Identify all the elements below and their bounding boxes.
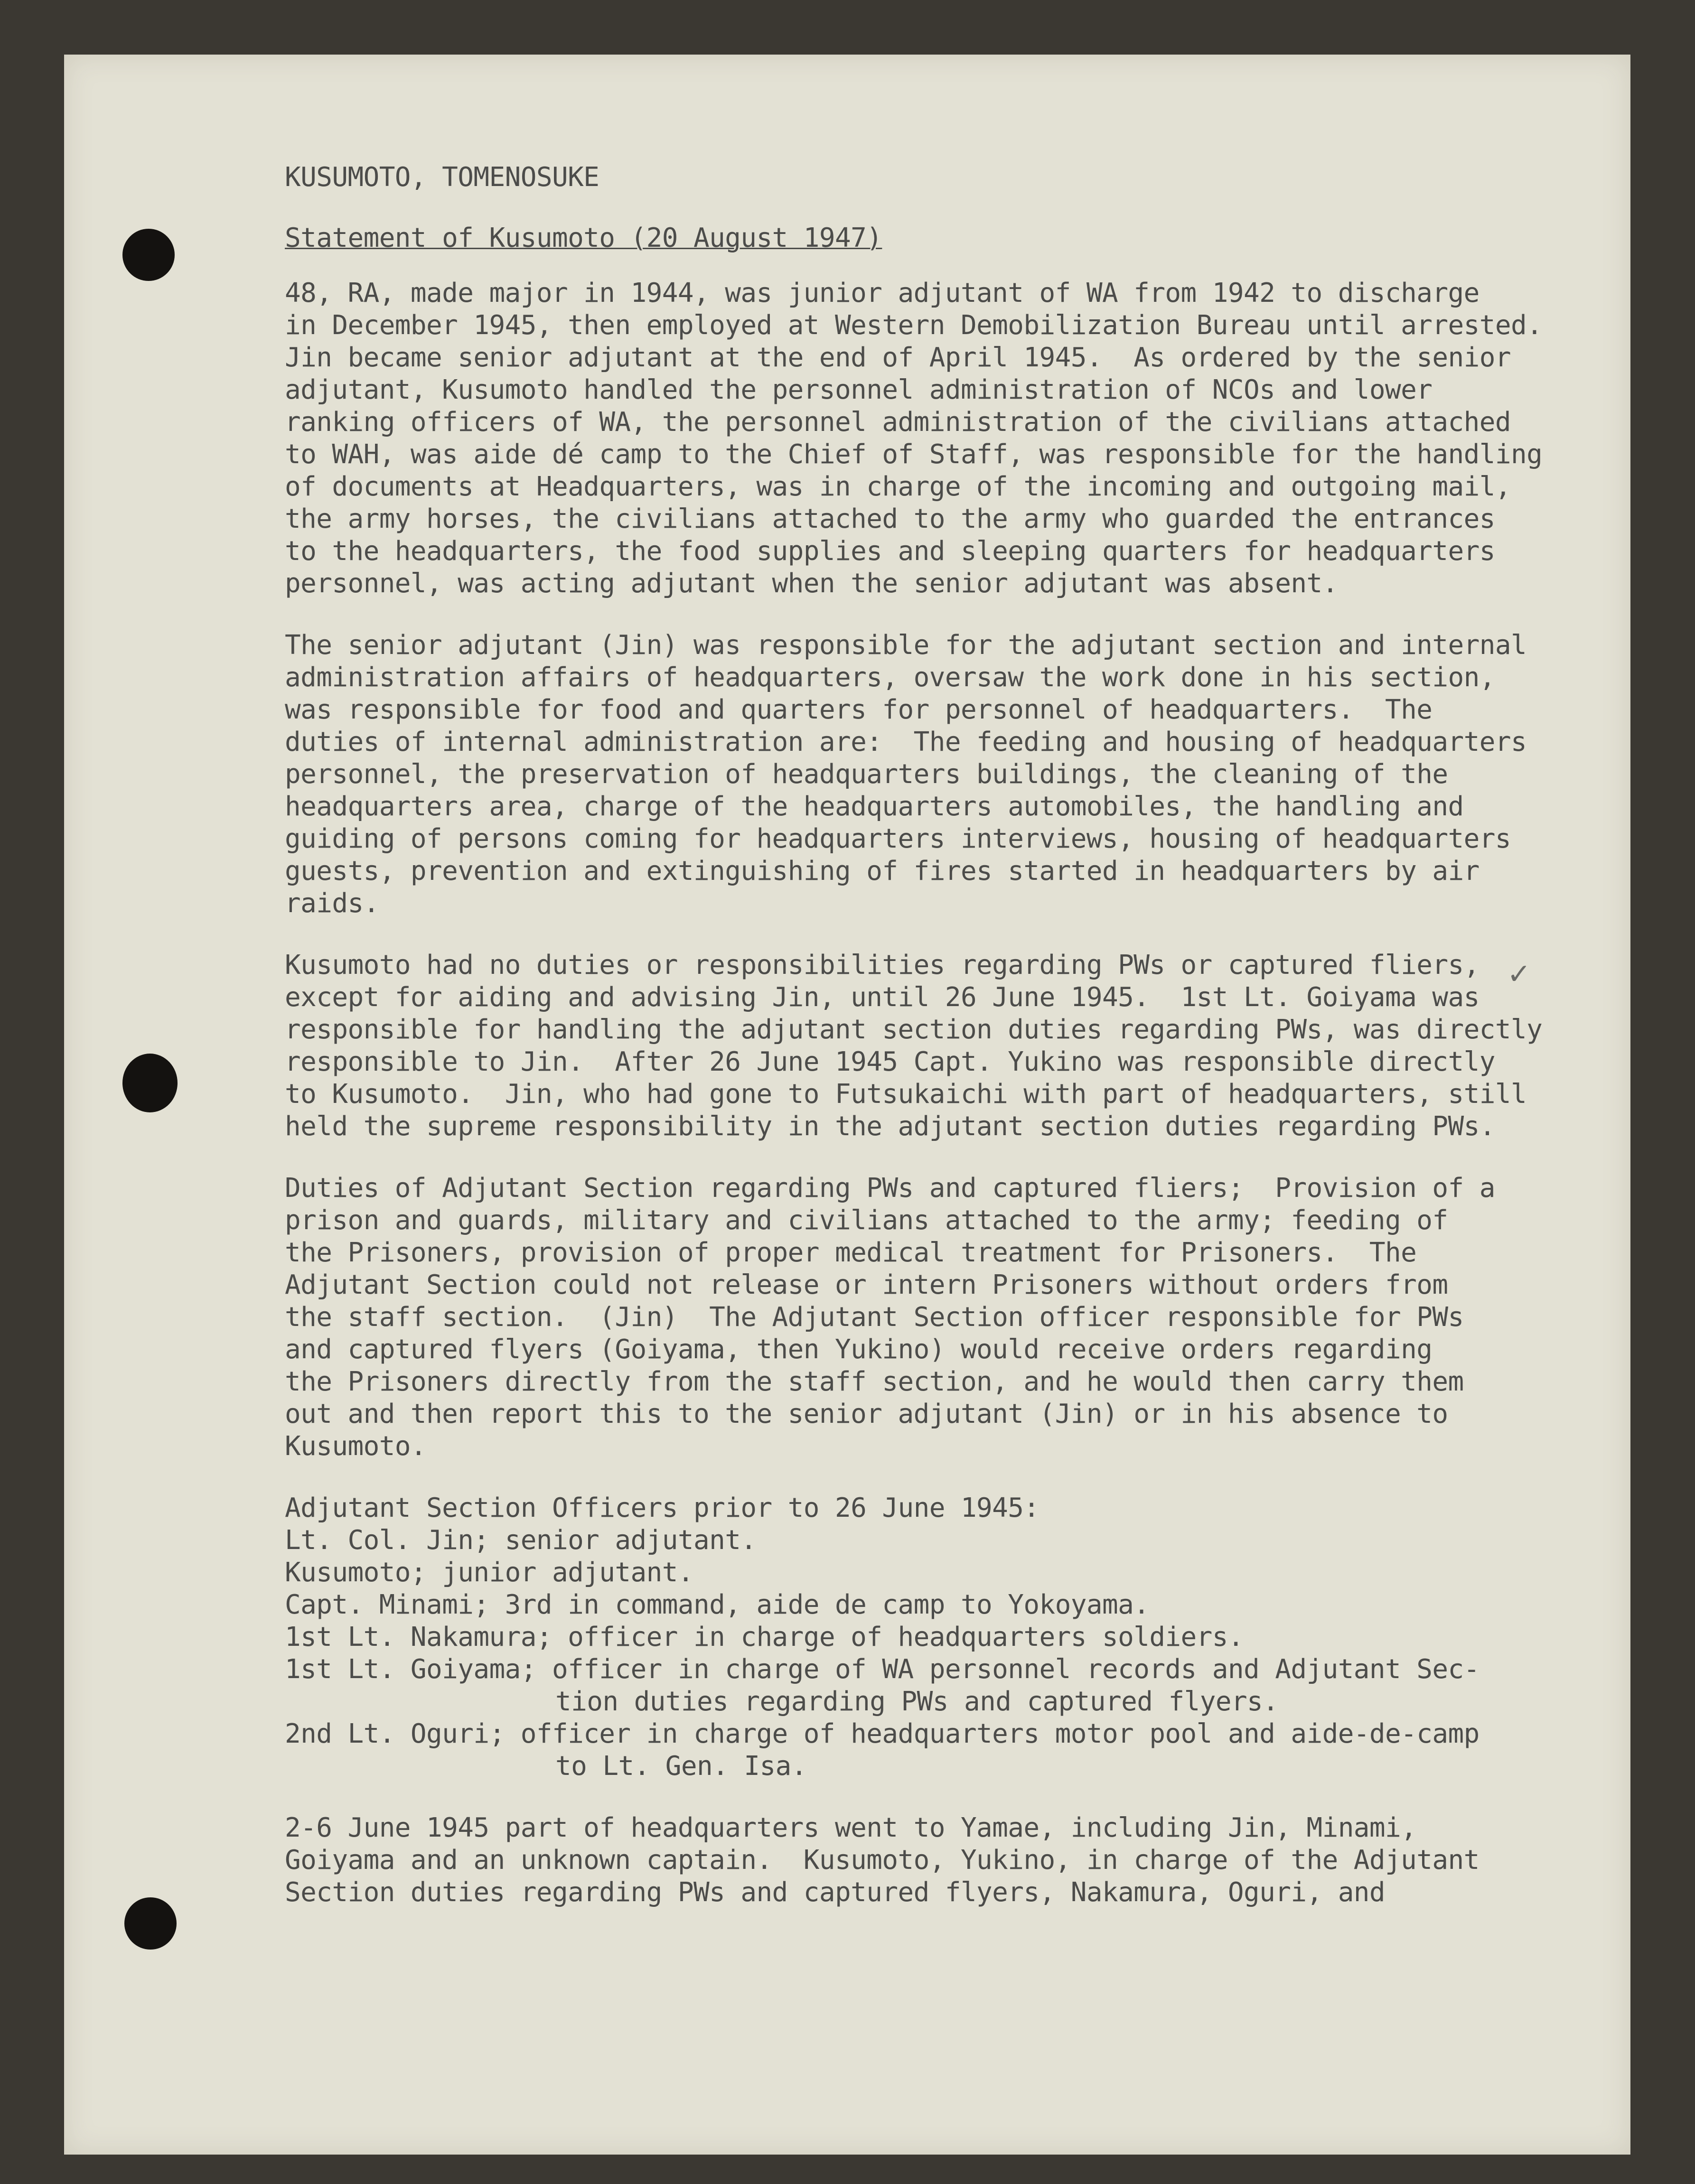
paragraph-line: duties of internal administration are: The feeding and housing of headquarters [285, 727, 1527, 757]
paragraph-line: the staff section. (Jin) The Adjutant Section officer responsible for PWs [285, 1302, 1464, 1333]
paragraph-line: was responsible for food and quarters for personnel of headquarters. The [285, 694, 1433, 725]
paragraph-line: administration affairs of headquarters, oversaw the work done in his section, [285, 662, 1495, 693]
punch-hole-top [122, 229, 175, 281]
paragraph-line: and captured flyers (Goiyama, then Yukino) would receive orders regarding [285, 1334, 1433, 1365]
paragraph-line: guests, prevention and extinguishing of fires started in headquarters by air [285, 856, 1480, 887]
paragraph-line: the Prisoners directly from the staff section, and he would then carry them [285, 1366, 1464, 1397]
paragraph-line: in December 1945, then employed at Western Demobilization Bureau until arrested. [285, 310, 1543, 341]
paragraph-line: except for aiding and advising Jin, until 26 June 1945. 1st Lt. Goiyama was [285, 982, 1480, 1013]
paragraph-line: Duties of Adjutant Section regarding PWs and captured fliers; Provision of a [285, 1173, 1495, 1204]
paragraph-line: headquarters area, charge of the headquarters automobiles, the handling and [285, 791, 1464, 822]
paragraph-line: Goiyama and an unknown captain. Kusumoto, Yukino, in charge of the Adjutant [285, 1845, 1480, 1876]
name-heading: KUSUMOTO, TOMENOSUKE [285, 162, 599, 193]
punch-hole-middle [122, 1054, 178, 1112]
officer-line: Capt. Minami; 3rd in command, aide de camp to Yokoyama. [285, 1589, 1150, 1620]
paragraph-4 [285, 1172, 1595, 1463]
officer-line: 2nd Lt. Oguri; officer in charge of headquarters motor pool and aide-de-camp [285, 1718, 1480, 1749]
officer-line-continuation: to Lt. Gen. Isa. [555, 1751, 807, 1782]
officer-line-continuation: tion duties regarding PWs and captured flyers. [555, 1686, 1279, 1717]
paragraph-line: 2-6 June 1945 part of headquarters went to Yamae, including Jin, Minami, [285, 1812, 1417, 1843]
paragraph-line: to Kusumoto. Jin, who had gone to Futsukaichi with part of headquarters, still [285, 1079, 1527, 1110]
paragraph-line: adjutant, Kusumoto handled the personnel administration of NCOs and lower [285, 374, 1433, 405]
paragraph-line: Adjutant Section could not release or intern Prisoners without orders from [285, 1269, 1448, 1300]
paragraph-line: responsible for handling the adjutant section duties regarding PWs, was directly [285, 1014, 1543, 1045]
statement-heading: Statement of Kusumoto (20 August 1947) [285, 223, 882, 253]
paragraph-line: 48, RA, made major in 1944, was junior adjutant of WA from 1942 to discharge [285, 278, 1480, 308]
paragraph-line: Kusumoto had no duties or responsibilities regarding PWs or captured fliers, [285, 950, 1480, 980]
punch-hole-bottom [124, 1897, 177, 1950]
paragraph-line: Jin became senior adjutant at the end of April 1945. As ordered by the senior [285, 342, 1511, 373]
paragraph-line: to the headquarters, the food supplies and sleeping quarters for headquarters [285, 536, 1495, 567]
paragraph-line: The senior adjutant (Jin) was responsible for the adjutant section and internal [285, 630, 1527, 661]
paragraph-3 [285, 949, 1595, 1143]
officer-line: Lt. Col. Jin; senior adjutant. [285, 1525, 757, 1556]
officer-line: 1st Lt. Nakamura; officer in charge of headquarters soldiers. [285, 1622, 1244, 1652]
officers-heading: Adjutant Section Officers prior to 26 June 1945: [285, 1493, 1039, 1523]
closing-paragraph [285, 1812, 1595, 1909]
paragraph-line: guiding of persons coming for headquarters interviews, housing of headquarters [285, 823, 1511, 854]
officer-line: Kusumoto; junior adjutant. [285, 1557, 693, 1588]
paragraph-line: to WAH, was aide dé camp to the Chief of Staff, was responsible for the handling [285, 439, 1543, 470]
paragraph-line: Kusumoto. [285, 1431, 427, 1462]
paragraph-line: ranking officers of WA, the personnel administration of the civilians attached [285, 407, 1511, 438]
officer-line: 1st Lt. Goiyama; officer in charge of WA personnel records and Adjutant Sec- [285, 1654, 1480, 1685]
paragraph-line: responsible to Jin. After 26 June 1945 Capt. Yukino was responsible directly [285, 1046, 1495, 1077]
officers-list [285, 1492, 1595, 1783]
check-mark: ✓ [1507, 958, 1531, 991]
paragraph-line: prison and guards, military and civilians attached to the army; feeding of [285, 1205, 1448, 1236]
paragraph-line: the Prisoners, provision of proper medical treatment for Prisoners. The [285, 1237, 1417, 1268]
paragraph-line: personnel, was acting adjutant when the senior adjutant was absent. [285, 568, 1338, 599]
paragraph-line: personnel, the preservation of headquarters buildings, the cleaning of the [285, 759, 1448, 790]
paragraph-line: raids. [285, 888, 379, 919]
paragraph-1 [285, 277, 1595, 600]
paragraph-line: out and then report this to the senior adjutant (Jin) or in his absence to [285, 1399, 1448, 1429]
paragraph-line: the army horses, the civilians attached to the army who guarded the entrances [285, 504, 1495, 534]
typed-statement [285, 161, 1595, 1909]
paragraph-line: held the supreme responsibility in the adjutant section duties regarding PWs. [285, 1111, 1495, 1142]
paragraph-2 [285, 629, 1595, 920]
paragraph-line: Section duties regarding PWs and captured flyers, Nakamura, Oguri, and [285, 1877, 1386, 1908]
paragraph-line: of documents at Headquarters, was in charge of the incoming and outgoing mail, [285, 471, 1511, 502]
